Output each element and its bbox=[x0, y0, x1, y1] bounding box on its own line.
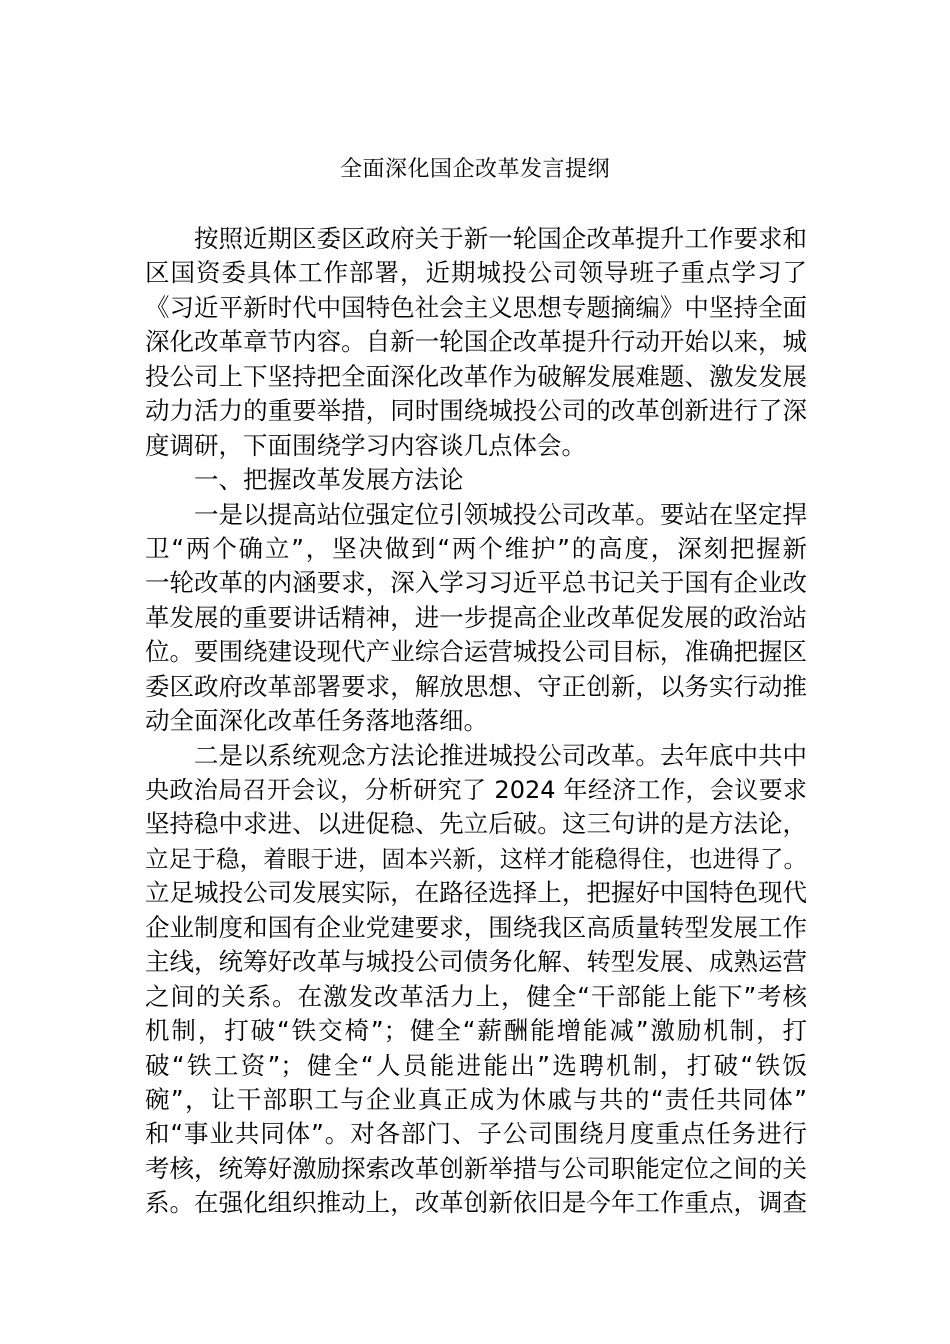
paragraph-line: 企业制度和国有企业党建要求，围绕我区高质量转型发展工作 bbox=[145, 912, 807, 942]
paragraph-line: 动全面深化改革任务落地落细。 bbox=[145, 706, 488, 736]
paragraph-line: 之间的关系。在激发改革活力上，健全“干部能上能下”考核 bbox=[145, 981, 807, 1011]
paragraph-line: 卫“两个确立”，坚决做到“两个维护”的高度，深刻把握新 bbox=[145, 533, 807, 563]
paragraph-line: 和“事业共同体”。对各部门、子公司围绕月度重点任务进行 bbox=[145, 1119, 807, 1149]
paragraph-line: 系。在强化组织推动上，改革创新依旧是今年工作重点，调查 bbox=[145, 1188, 807, 1218]
paragraph-line: 革发展的重要讲话精神，进一步提高企业改革促发展的政治站 bbox=[145, 602, 807, 632]
paragraph-line: 立足于稳，着眼于进，固本兴新，这样才能稳得住，也进得了。 bbox=[145, 844, 807, 873]
paragraph-line: 碗”，让干部职工与企业真正成为休戚与共的“责任共同体” bbox=[145, 1084, 807, 1114]
paragraph-line: 考核，统筹好激励探索改革创新举措与公司职能定位之间的关 bbox=[145, 1153, 807, 1183]
paragraph-line: 主线，统筹好改革与城投公司债务化解、转型发展、成熟运营 bbox=[145, 947, 807, 977]
paragraph-line: 度调研，下面围绕学习内容谈几点体会。 bbox=[145, 430, 586, 460]
paragraph-line: 立足城投公司发展实际，在路径选择上，把握好中国特色现代 bbox=[145, 878, 807, 908]
paragraph-line: 破“铁工资”；健全“人员能进能出”选聘机制，打破“铁饭 bbox=[145, 1050, 807, 1080]
paragraph-line: 二是以系统观念方法论推进城投公司改革。去年底中共中 bbox=[194, 740, 807, 770]
paragraph-line: 一轮改革的内涵要求，深入学习习近平总书记关于国有企业改 bbox=[145, 568, 807, 598]
paragraph-line: 按照近期区委区政府关于新一轮国企改革提升工作要求和 bbox=[194, 224, 807, 253]
paragraph-line: 机制，打破“铁交椅”；健全“薪酬能增能减”激励机制，打 bbox=[145, 1016, 807, 1046]
paragraph-line: 投公司上下坚持把全面深化改革作为破解发展难题、激发发展 bbox=[145, 361, 807, 391]
paragraph-line: 央政治局召开会议，分析研究了 2024 年经济工作，会议要求 bbox=[145, 776, 807, 804]
paragraph-line: 一、把握改革发展方法论 bbox=[194, 465, 464, 495]
paragraph-line: 委区政府改革部署要求，解放思想、守正创新，以务实行动推 bbox=[145, 671, 807, 701]
document-title: 全面深化国企改革发言提纲 bbox=[339, 157, 610, 182]
paragraph-line: 动力活力的重要举措，同时围绕城投公司的改革创新进行了深 bbox=[145, 396, 807, 426]
paragraph-line: 《习近平新时代中国特色社会主义思想专题摘编》中坚持全面 bbox=[145, 292, 807, 322]
paragraph-line: 深化改革章节内容。自新一轮国企改革提升行动开始以来，城 bbox=[145, 327, 807, 357]
paragraph-line: 坚持稳中求进、以进促稳、先立后破。这三句讲的是方法论， bbox=[145, 809, 807, 839]
paragraph-line: 位。要围绕建设现代产业综合运营城投公司目标，准确把握区 bbox=[145, 637, 807, 667]
paragraph-line: 一是以提高站位强定位引领城投公司改革。要站在坚定捍 bbox=[194, 499, 807, 529]
document-body bbox=[145, 222, 807, 1221]
paragraph-line: 区国资委具体工作部署，近期城投公司领导班子重点学习了 bbox=[145, 258, 807, 288]
